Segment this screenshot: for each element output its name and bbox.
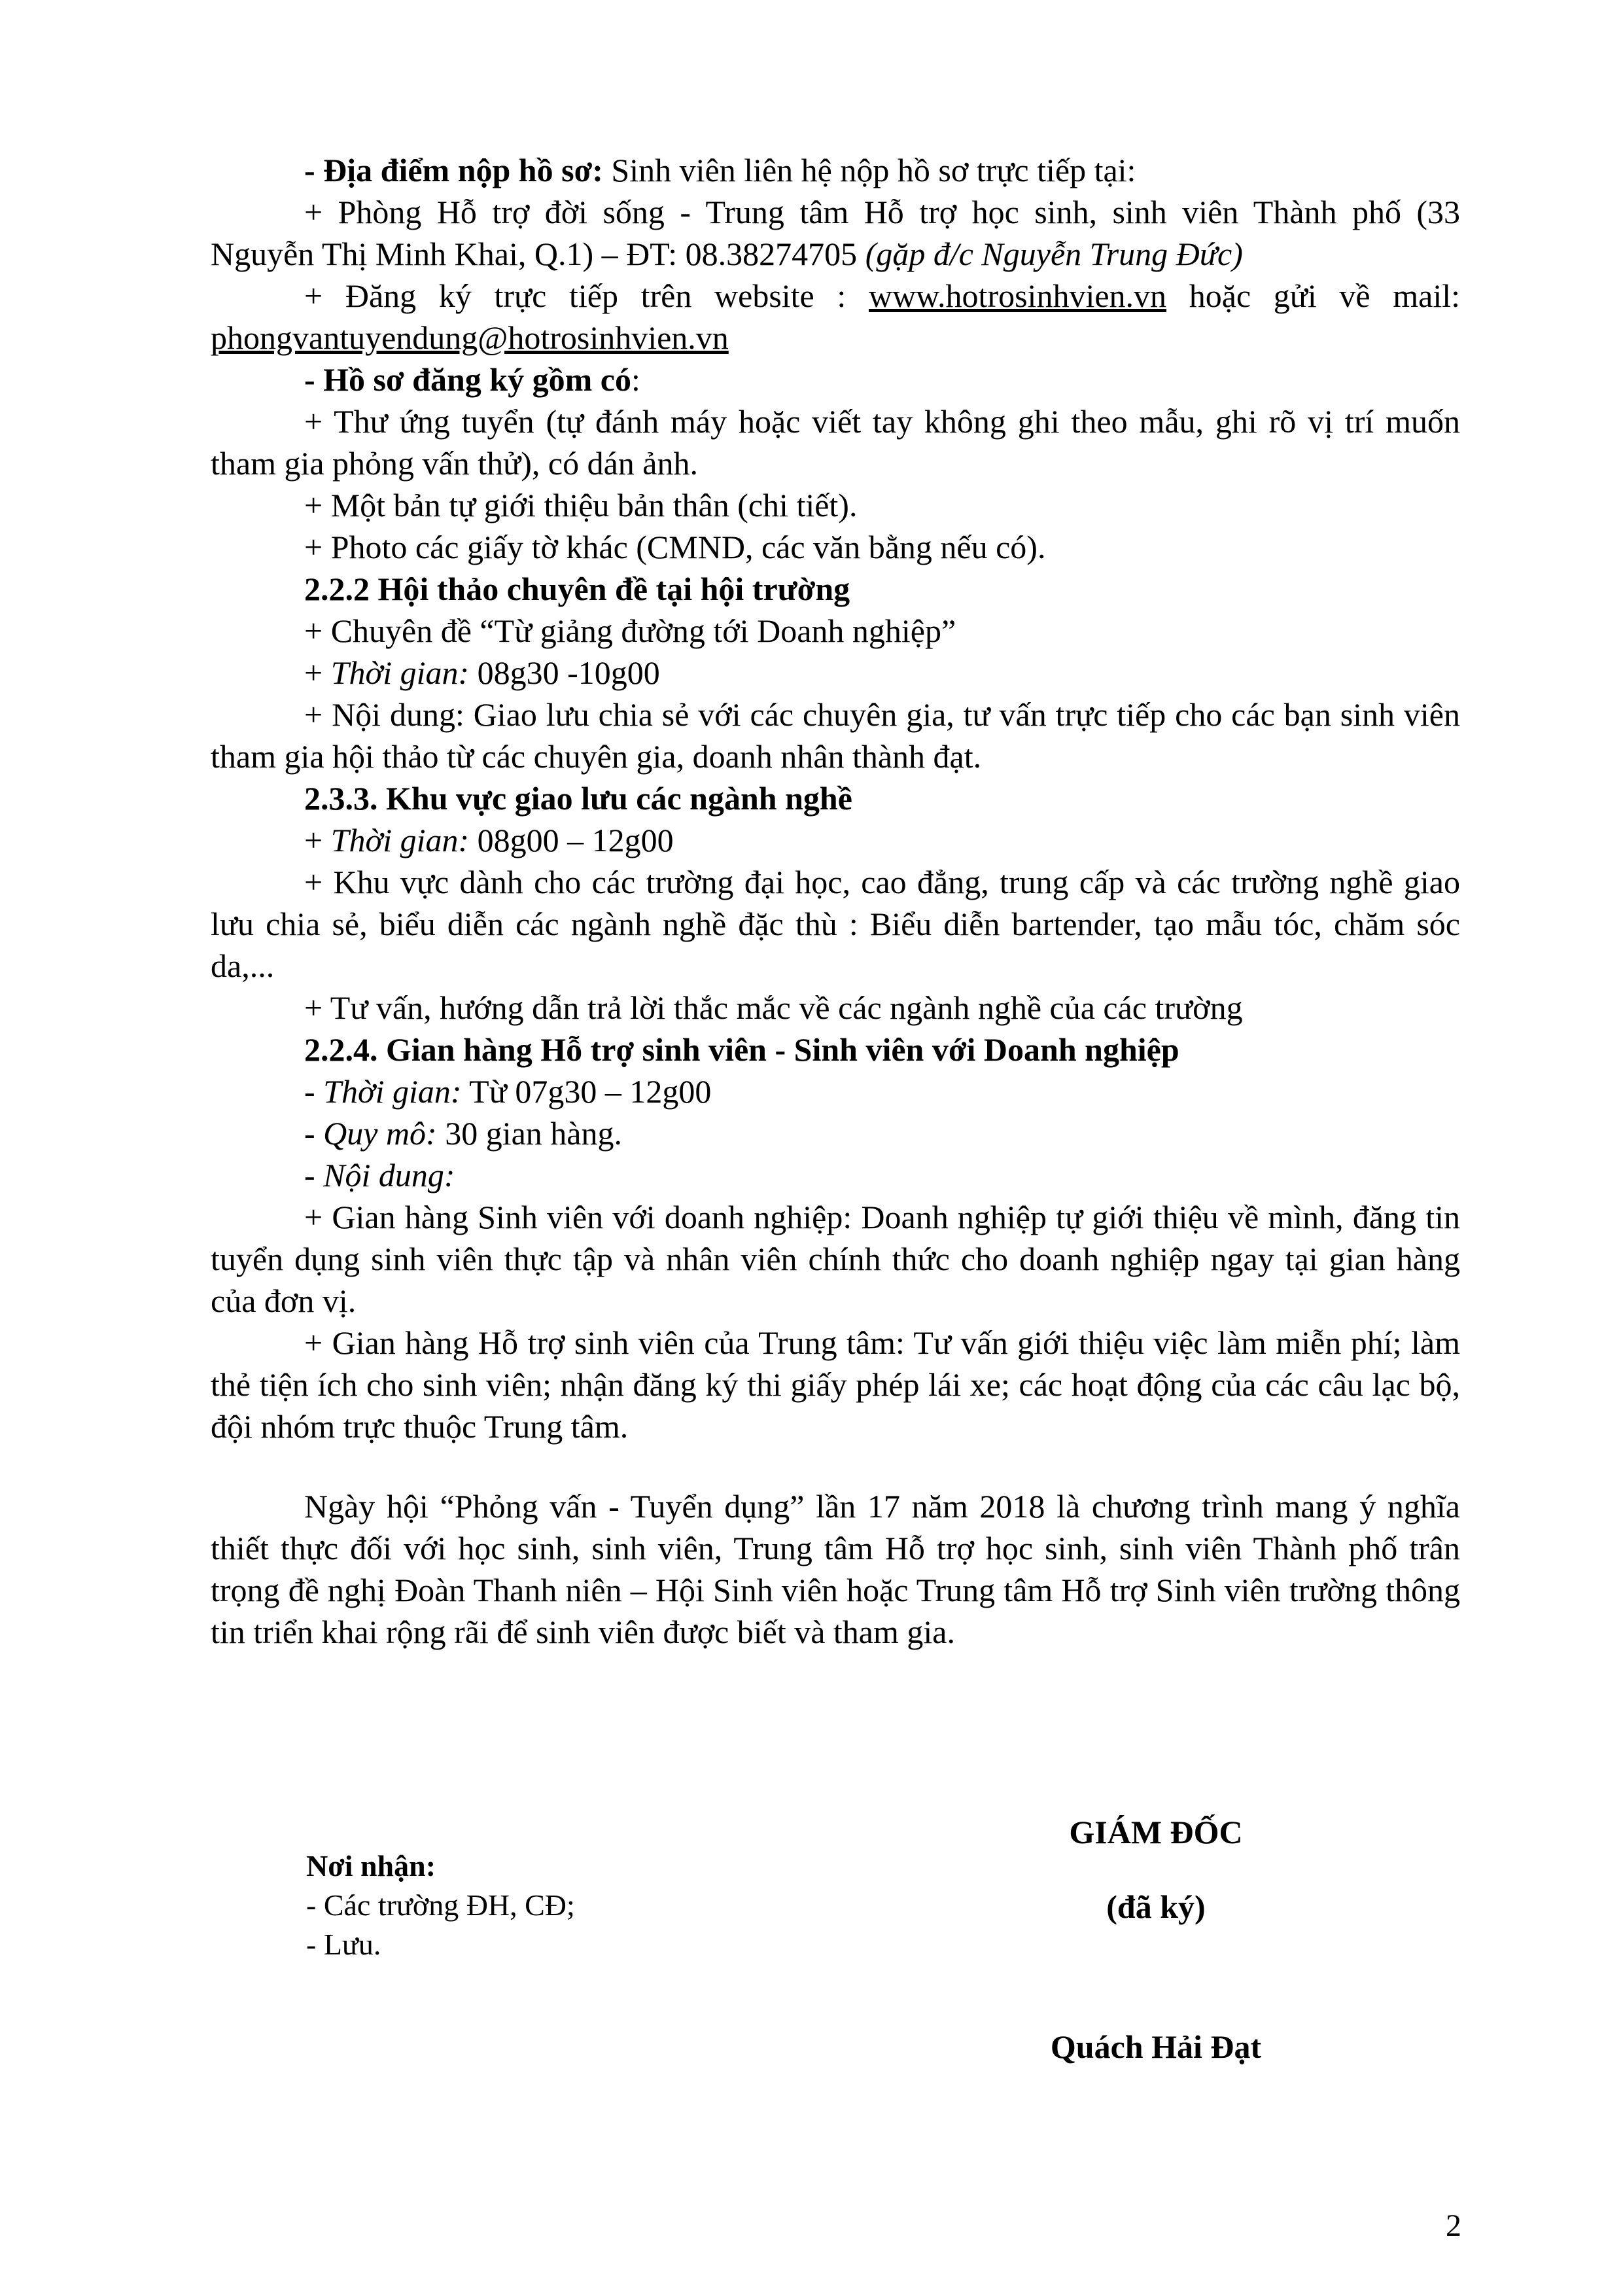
signature-block bbox=[979, 1811, 1333, 2068]
signature-area bbox=[211, 1811, 1460, 2086]
recipient-item: - Lưu. bbox=[306, 1928, 381, 1961]
section-224-heading bbox=[211, 1029, 1460, 1070]
recipient-item: - Các trường ĐH, CĐ; bbox=[306, 1888, 575, 1922]
location-label: - Địa điểm nộp hồ sơ: bbox=[304, 152, 603, 188]
section-222-heading bbox=[211, 568, 1460, 610]
web-mid: hoặc gửi về mail: bbox=[1166, 277, 1461, 314]
office-contact-note: (gặp đ/c Nguyễn Trung Đức) bbox=[865, 236, 1243, 272]
dossier-item-2: + Một bản tự giới thiệu bản thân (chi tiết). bbox=[304, 487, 858, 523]
section-224-scale bbox=[211, 1112, 1460, 1154]
location-text: Sinh viên liên hệ nộp hồ sơ trực tiếp tại: bbox=[602, 152, 1136, 188]
dossier-heading-line bbox=[211, 359, 1460, 400]
section-233-area: + Khu vực dành cho các trường đại học, cao đẳng, trung cấp và các trường nghề giao lưu chia sẻ, biểu diễn các ngành nghề đặc thù : Biểu diễn bartender, tạo mẫu tóc, chăm sóc da,... bbox=[211, 864, 1460, 984]
section-224-heading-text: 2.2.4. Gian hàng Hỗ trợ sinh viên - Sinh viên với Doanh nghiệp bbox=[304, 1031, 1179, 1068]
office-line-a: + Phòng Hỗ trợ đời sống - Trung tâm Hỗ trợ học sinh, sinh viên Thành phố (33 bbox=[304, 194, 1460, 230]
website-link[interactable]: www.hotrosinhvien.vn bbox=[868, 277, 1167, 314]
web-line bbox=[211, 275, 1460, 317]
email-link[interactable]: phongvantuyendung@hotrosinhvien.vn bbox=[211, 319, 729, 356]
section-224-booth-1: + Gian hàng Sinh viên với doanh nghiệp: Doanh nghiệp tự giới thiệu về mình, đăng tin tuyển dụng sinh viên thực tập và nhân viên chính thức cho doanh nghiệp ngay tại gian hàng của đơn vị. bbox=[211, 1199, 1460, 1319]
section-233-heading bbox=[211, 777, 1460, 819]
dossier-colon: : bbox=[631, 361, 640, 398]
dossier-heading: - Hồ sơ đăng ký gồm có bbox=[304, 361, 631, 398]
content-label: - Nội dung: bbox=[304, 1157, 455, 1193]
signer-name: Quách Hải Đạt bbox=[1050, 2028, 1262, 2065]
recipients-block bbox=[306, 1846, 575, 1964]
paragraph-gap bbox=[211, 1447, 1460, 1485]
scale-value: 30 gian hàng. bbox=[436, 1115, 622, 1152]
time-label: Thời gian: bbox=[330, 654, 470, 691]
web-prefix: + Đăng ký trực tiếp trên website : bbox=[304, 277, 869, 314]
office-line-b bbox=[211, 233, 1460, 275]
time-value: 08g00 – 12g00 bbox=[469, 822, 674, 858]
dossier-item-1: + Thư ứng tuyển (tự đánh máy hoặc viết tay không ghi theo mẫu, ghi rõ vị trí muốn tham gia phỏng vấn thử), có dán ảnh. bbox=[211, 403, 1460, 482]
location-line bbox=[211, 149, 1460, 191]
section-233-advice: + Tư vấn, hướng dẫn trả lời thắc mắc về các ngành nghề của các trường bbox=[304, 989, 1243, 1026]
document-page bbox=[211, 149, 1461, 2065]
office-address: Nguyễn Thị Minh Khai, Q.1) – ĐT: 08.38274705 bbox=[211, 236, 865, 272]
scale-label: - Quy mô: bbox=[304, 1115, 437, 1152]
time-value: Từ 07g30 – 12g00 bbox=[461, 1073, 712, 1110]
time-label: Thời gian: bbox=[330, 822, 470, 858]
section-222-heading-text: 2.2.2 Hội thảo chuyên đề tại hội trường bbox=[304, 571, 850, 607]
recipients-heading: Nơi nhận: bbox=[306, 1849, 436, 1882]
signer-title: GIÁM ĐỐC bbox=[1069, 1814, 1243, 1850]
time-value: 08g30 -10g00 bbox=[469, 654, 660, 691]
section-233-heading-text: 2.3.3. Khu vực giao lưu các ngành nghề bbox=[304, 780, 852, 817]
section-224-booth-2: + Gian hàng Hỗ trợ sinh viên của Trung tâm: Tư vấn giới thiệu việc làm miễn phí; làm thẻ tiện ích cho sinh viên; nhận đăng ký thi giấy phép lái xe; các hoạt động của các câu lạc bộ, đội nhóm trực thuộc Trung tâm. bbox=[211, 1324, 1460, 1445]
signed-note: (đã ký) bbox=[1106, 1888, 1206, 1925]
section-224-time bbox=[211, 1070, 1460, 1112]
closing-paragraph: Ngày hội “Phỏng vấn - Tuyển dụng” lần 17 năm 2018 là chương trình mang ý nghĩa thiết thực đối với học sinh, sinh viên, Trung tâm Hỗ trợ học sinh, sinh viên Thành phố trân trọng đề nghị Đoàn Thanh niên – Hội Sinh viên hoặc Trung tâm Hỗ trợ Sinh viên trường thông tin triển khai rộng rãi để sinh viên được biết và tham gia. bbox=[211, 1488, 1460, 1650]
time-label: - Thời gian: bbox=[304, 1073, 462, 1110]
section-224-content-label bbox=[211, 1154, 1460, 1196]
email-line bbox=[211, 317, 1460, 359]
time-prefix: + bbox=[304, 822, 331, 858]
time-prefix: + bbox=[304, 654, 331, 691]
section-233-time bbox=[211, 819, 1460, 861]
page-number: 2 bbox=[1446, 2208, 1461, 2243]
section-222-time bbox=[211, 652, 1460, 694]
section-222-content: + Nội dung: Giao lưu chia sẻ với các chuyên gia, tư vấn trực tiếp cho các bạn sinh viên tham gia hội thảo từ các chuyên gia, doanh nhân thành đạt. bbox=[211, 696, 1460, 775]
section-222-topic: + Chuyên đề “Từ giảng đường tới Doanh nghiệp” bbox=[304, 612, 956, 649]
dossier-item-3: + Photo các giấy tờ khác (CMND, các văn bằng nếu có). bbox=[304, 529, 1046, 565]
